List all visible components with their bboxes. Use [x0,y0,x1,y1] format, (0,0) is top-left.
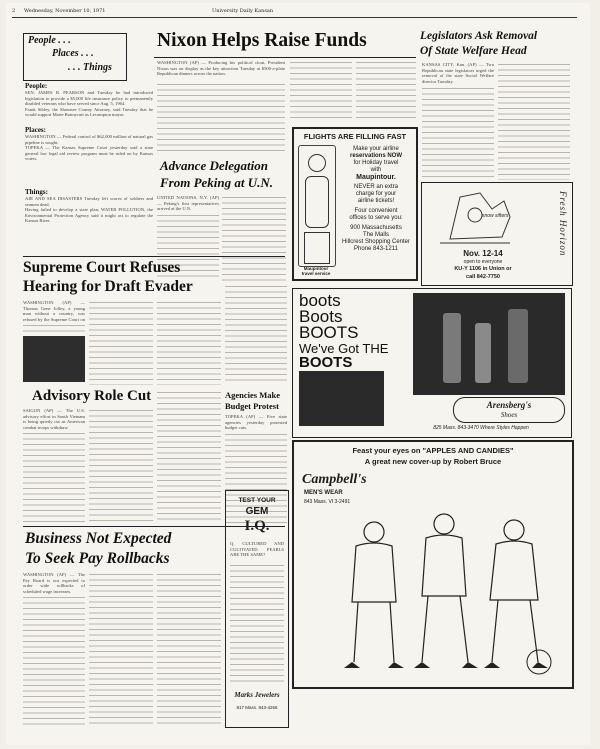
price-headline-2: Budget Protest [225,401,279,411]
marks-address: 817 Mass. 843-4266 [236,705,278,710]
people-item-2: Frank Sibley, the Shawnee County Attorney, said Tuesday that he would support Marie Bonnycutt as Lecompton mayor. [25,106,153,117]
flights-line-9: offices to serve you: [349,215,403,221]
flights-line-7: airline tickets! [357,198,395,204]
supreme-body-col2 [89,300,153,385]
supreme-body-col4 [225,284,287,385]
boots-slogan: We've Got THE [299,341,389,356]
flights-addr-3: Hillcrest Shopping Center [341,239,411,245]
flights-addr-2: The Malls [362,232,389,238]
ppt-title-2: Places . . . [52,48,94,59]
pay-headline-1: Business Not Expected [25,530,172,547]
advance-body-col2 [222,195,286,281]
nixon-headline: Nixon Helps Raise Funds [157,30,367,51]
flights-line-3: for Holiday travel [353,160,399,166]
apples-title-1: Feast your eyes on "APPLES AND CANDIES" [352,446,514,455]
arensbergs-name: Arensberg's [486,400,532,410]
ku-ad-date: Nov. 12-14 [463,249,503,258]
legislators-body-col2 [498,62,570,180]
flights-line-4: with [370,167,382,173]
advance-headline-2: From Peking at U.N. [160,175,274,190]
flights-line-2: reservations NOW [349,153,403,159]
maupintour-logo: Maupintour travel service [301,266,331,276]
flights-line-1: Make your airline [353,146,399,152]
pay-lead: WASHINGTON (AP) — The Pay Board is not expected to order wide rollbacks of scheduled wage increases. [23,572,85,594]
people-section-label: People: [25,82,48,90]
flights-line-5: NEVER an extra [353,184,399,190]
iq-iq: I.Q. [244,518,270,534]
boot-photo-1 [299,371,384,426]
nixon-rule [154,57,416,58]
places-item-1: WASHINGTON — Federal control of $62,000 million of natural gas pipeline is sought. [25,134,153,145]
pay-body-col2 [89,572,153,725]
traveler-body-icon [305,176,329,228]
people-places-things-box [23,33,127,81]
ku-ad-line2: KU-Y 1106 in Union or [454,266,512,272]
snow-sifters-label: snow sifters [482,213,509,219]
boot-shape-1 [443,313,461,383]
iq-question: Q. CULTURED AND CULTIVATED PEARLS ARE THE SAME? [230,541,284,557]
pay-body-col3 [157,572,221,725]
flights-brand: Maupintour. [356,174,396,181]
supreme-photo [23,336,85,382]
advisory-body-col3 [157,390,221,523]
places-section-label: Places: [25,126,46,134]
ppt-title-1: People . . . [28,35,71,46]
boots-photo [413,293,565,395]
fresh-horizon-ad [421,182,573,286]
ku-ad-line3: call 842-7750 [466,274,500,280]
marks-jewelers: Marks Jewelers [234,691,280,699]
pay-body-col1 [23,595,85,725]
suitcase-icon [304,232,330,264]
iq-test-your: TEST YOUR [238,497,276,504]
supreme-lead: WASHINGTON (AP) — Thomas Gene Jolley, a young man without a country, was refused by the Supreme Court on [23,300,85,322]
gem-iq-ad [225,490,289,728]
flights-phone: Phone 843-1211 [354,246,398,252]
flights-ad-copy [338,146,414,253]
advisory-body-col2 [89,408,153,523]
flights-addr-1: 900 Massachusetts [350,225,402,231]
paper-name: University Daily Kansan [212,8,274,14]
supreme-top-rule [23,256,285,257]
legislators-headline-2: Of State Welfare Head [420,45,527,57]
advisory-headline: Advisory Role Cut [32,388,152,404]
things-text [25,196,153,244]
page-number: 2 [12,8,16,14]
supreme-body-col3 [157,300,221,385]
legislators-lead: KANSAS CITY, Kan. (AP) — Two Republican state legislators urged the removal of the state Social Welfare director Tuesday. [422,62,494,84]
nixon-body-col2 [290,60,352,122]
flights-line-8: Four convenient [354,208,398,214]
supreme-headline-2: Hearing for Draft Evader [23,278,193,295]
boots-word-3: BOOTS [299,323,359,342]
boot-shape-2 [475,323,491,383]
things-item-1: AIR AND SEA DISASTERS Tuesday left scores of soldiers and seamen dead. [25,196,153,207]
supreme-headline-1: Supreme Court Refuses [23,259,181,276]
fresh-horizon-vertical: Fresh Horizon [558,191,568,257]
boots-word-2: Boots [299,307,343,326]
flights-ad [292,127,418,281]
advisory-lead: SAIGON (AP) — The U.S. advisory effort in South Vietnam is being quietly cut as American combat troops withdraw. [23,408,85,430]
pay-headline-2: To Seek Pay Rollbacks [25,550,170,567]
boot-shape-3 [508,309,528,383]
legislators-body-col1 [422,86,494,180]
things-item-2: Having failed to develop a state plan, WATER POLLUTION, the Environmental Protection Agency said it might act to regulate the Kansas River. [25,207,153,223]
campbells-name: Campbell's [302,472,367,487]
boots-ad [292,288,572,438]
advance-headline-1: Advance Delegation [160,158,268,173]
traveler-head-icon [308,154,326,172]
iq-gem: GEM [245,506,269,517]
iq-body [230,563,284,683]
things-section-label: Things: [25,188,48,196]
flights-line-6: charge for your [355,191,397,197]
apples-ad [292,440,574,689]
advisory-body-col1 [23,431,85,523]
nixon-body-col1 [157,82,285,152]
campbells-address: 843 Mass. VI 3-2491 [304,499,351,505]
travel-illustration [298,145,336,267]
advance-lead: UNITED NATIONS, N.Y. (AP) — Peking's first representatives arrived at the U.N. [157,195,219,211]
boots-word-4: BOOTS [299,354,353,371]
price-lead: TOPEKA (AP) — Five state agencies yesterday protested budget cuts. [225,414,287,430]
page-header [12,5,577,18]
boots-word-1: boots [299,291,341,310]
nixon-body-col3 [356,60,416,122]
ku-ad-line1: open to everyone [463,259,503,265]
campbells-menswear: MEN'S WEAR [304,490,343,496]
arensbergs-address: 825 Mass. 843-3470 Where Styles Happen [433,425,529,431]
places-text [25,134,153,186]
apples-title-2: A great new cover-up by Robert Bruce [364,457,502,466]
people-item-1: SEN. JAMES B. PEARSON and Tuesday he had introduced legislation to provide a $5,000 life insurance policy to permanently disabled veterans who have served since Aug. 5, 1964. [25,90,153,106]
campbells-logo [302,472,382,512]
flights-ad-title: FLIGHTS ARE FILLING FAST [303,132,407,141]
arensbergs-logo [453,397,565,423]
nixon-lead: WASHINGTON (AP) — Producing his political clout, President Nixon was on display as the key attraction Tuesday at $500-a-plate Republican dinners across the nation. [157,60,285,76]
places-item-2: TOPEKA — The Kansas Supreme Court yesterday said a state general law legal aid review program must be ruled on by Kansas voters. [25,145,153,161]
apples-illustration [334,512,564,680]
page-date: Wednesday, November 10, 1971 [24,8,106,14]
price-headline-1: Agencies Make [225,390,281,400]
ppt-title-3: . . . Things [68,62,112,73]
legislators-headline-1: Legislators Ask Removal [420,30,538,42]
arensbergs-shoes: Shoes [500,411,518,419]
